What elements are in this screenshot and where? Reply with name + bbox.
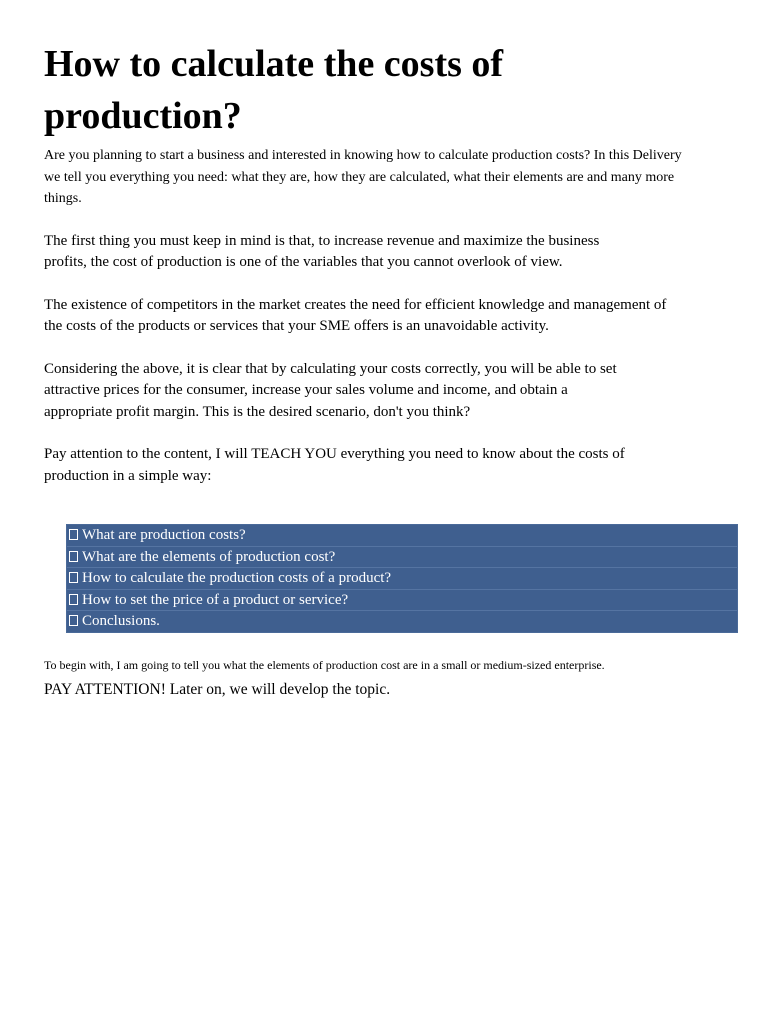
checkbox-icon bbox=[69, 572, 78, 583]
checkbox-icon bbox=[69, 551, 78, 562]
article-paragraph: Considering the above, it is clear that by calculating your costs correctly, you will be able to set attractive prices for the consumer, increase your sales volume and income, and obtain a appropriate profit margin. This is the desired scenario, don't you think? bbox=[44, 360, 617, 420]
toc-item-calculate[interactable] bbox=[67, 568, 737, 590]
checkbox-icon bbox=[69, 529, 78, 540]
article-title: How to calculate the costs of production? bbox=[44, 43, 504, 137]
table-of-contents bbox=[66, 524, 738, 633]
toc-item-label: What are the elements of production cost? bbox=[82, 548, 336, 565]
article-paragraph: Pay attention to the content, I will TEACH YOU everything you need to know about the costs of production in a simple way: bbox=[44, 446, 625, 484]
toc-item-label: What are production costs? bbox=[82, 527, 246, 543]
article-paragraph: The first thing you must keep in mind is that, to increase revenue and maximize the business profits, the cost of production is one of the variables that you cannot overlook of view. bbox=[44, 232, 600, 270]
article-note: To begin with, I am going to tell you what the elements of production cost are in a small or medium-sized enterprise. bbox=[44, 658, 605, 672]
toc-item-set-price[interactable] bbox=[67, 590, 737, 612]
toc-item-label: Conclusions. bbox=[82, 613, 160, 630]
toc-item-conclusions[interactable] bbox=[67, 611, 737, 632]
article bbox=[44, 38, 744, 487]
checkbox-icon bbox=[69, 615, 78, 626]
article-paragraph: The existence of competitors in the market creates the need for efficient knowledge and management of the costs of the products or services that your SME offers is an unavoidable activity. bbox=[44, 296, 667, 334]
article-closing: PAY ATTENTION! Later on, we will develop the topic. bbox=[44, 681, 391, 698]
toc-item-label: How to calculate the production costs of a product? bbox=[82, 570, 392, 587]
toc-item-label: How to set the price of a product or service? bbox=[82, 591, 349, 608]
checkbox-icon bbox=[69, 594, 78, 605]
toc-item-production-costs[interactable] bbox=[67, 525, 737, 547]
toc-item-elements[interactable] bbox=[67, 547, 737, 569]
article-intro: Are you planning to start a business and interested in knowing how to calculate production costs? In this Delivery we tell you everything you need: what they are, how they are calculated, what their elements are and many more things. bbox=[44, 148, 682, 206]
